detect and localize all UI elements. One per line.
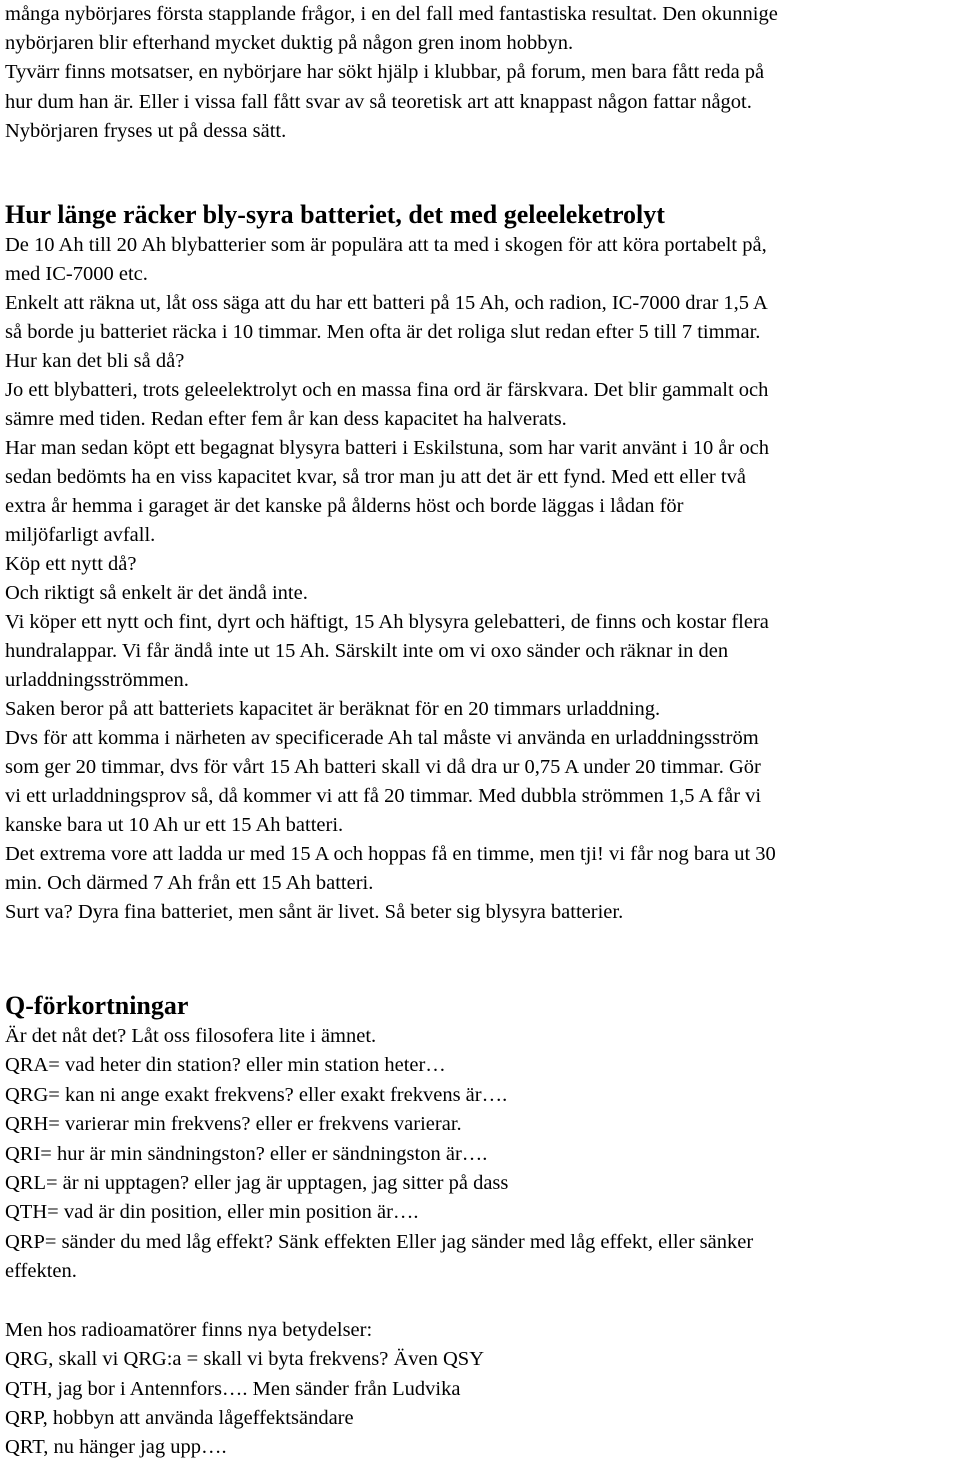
text-line: min. Och därmed 7 Ah från ett 15 Ah batteri. [5,872,374,894]
text-line: Vi köper ett nytt och fint, dyrt och häftigt, 15 Ah blysyra gelebatteri, de finns och kostar flera [5,611,769,633]
new-meaning-line: QRP, hobbyn att använda lågeffektsändare [5,1407,354,1430]
q-codes-section [5,990,957,1463]
new-meanings-intro: Men hos radioamatörer finns nya betydelser: [5,1318,373,1341]
text-line: sedan bedömts ha en viss kapacitet kvar, så tror man ju att det är ett fynd. Med ett eller två [5,466,746,488]
text-line: extra år hemma i garaget är det kanske på ålderns höst och borde läggas i lådan för [5,495,684,517]
text-line: många nybörjares första stapplande frågor, i en del fall med fantastiska resultat. Den okunnige [5,3,778,25]
text-line: Tyvärr finns motsatser, en nybörjare har sökt hjälp i klubbar, på forum, men bara fått reda på [5,61,765,84]
q-code-line: QTH= vad är din position, eller min position är…. [5,1201,419,1224]
q-code-line: QRH= varierar min frekvens? eller er frekvens varierar. [5,1113,462,1136]
text-line: Surt va? Dyra fina batteriet, men sånt är livet. Så beter sig blysyra batterier. [5,901,624,923]
new-meaning-line: QRT, nu hänger jag upp…. [5,1436,227,1459]
text-line: nybörjaren blir efterhand mycket duktig på någon gren inom hobbyn. [5,32,574,55]
text-line: Enkelt att räkna ut, låt oss säga att du har ett batteri på 15 Ah, och radion, IC-7000 drar 1,5 A [5,292,768,314]
text-line: Nybörjaren fryses ut på dessa sätt. [5,119,287,142]
text-line: kanske bara ut 10 Ah ur ett 15 Ah batteri. [5,814,344,836]
battery-heading: Hur länge räcker bly-syra batteriet, det med geleeleketrolyt [5,200,665,229]
paragraph-gap [5,1287,957,1316]
q-code-line: QRP= sänder du med låg effekt? Sänk effekten Eller jag sänder med låg effekt, eller sänker [5,1230,754,1253]
text-line: Hur kan det bli så då? [5,350,185,372]
text-line: vi ett urladdningsprov så, då kommer vi att få 20 timmar. Med dubbla strömmen 1,5 A får vi [5,785,762,807]
intro-section [5,0,957,146]
text-line: Jo ett blybatteri, trots geleelektrolyt och en massa fina ord är färskvara. Det blir gammalt och [5,379,769,401]
text-line: som ger 20 timmar, dvs för vårt 15 Ah batteri skall vi då dra ur 0,75 A under 20 timmar. Gör [5,756,761,778]
q-code-line: QRL= är ni upptagen? eller jag är upptagen, jag sitter på dass [5,1171,509,1194]
text-line: Har man sedan köpt ett begagnat blysyra batteri i Eskilstuna, som har varit använt i 10 år och [5,437,769,459]
text-line: De 10 Ah till 20 Ah blybatterier som är populära att ta med i skogen för att köra portabelt på, [5,234,767,256]
text-line: hur dum han är. Eller i vissa fall fått svar av så teoretisk art att knappast någon fattar något. [5,90,752,113]
text-line: Det extrema vore att ladda ur med 15 A och hoppas få en timme, men tji! vi får nog bara ut 30 [5,843,776,865]
text-line: med IC-7000 etc. [5,263,148,285]
q-code-line: QRI= hur är min sändningston? eller er sändningston är…. [5,1142,488,1165]
q-codes-heading: Q-förkortningar [5,991,189,1020]
q-code-line: QRG= kan ni ange exakt frekvens? eller exakt frekvens är…. [5,1083,508,1106]
text-line: så borde ju batteriet räcka i 10 timmar. Men ofta är det roliga slut redan efter 5 till 7 timmar. [5,321,761,343]
battery-section [5,199,957,927]
text-line: effekten. [5,1260,77,1283]
text-line: Är det nåt det? Låt oss filosofera lite i ämnet. [5,1025,377,1047]
new-meaning-line: QTH, jag bor i Antennfors…. Men sänder från Ludvika [5,1377,461,1400]
q-code-line: QRA= vad heter din station? eller min station heter… [5,1054,446,1077]
text-line: Och riktigt så enkelt är det ändå inte. [5,582,308,604]
text-line: hundralappar. Vi får ändå inte ut 15 Ah. Särskilt inte om vi oxo sänder och räknar in den [5,640,729,662]
text-line: Köp ett nytt då? [5,553,137,575]
text-line: Saken beror på att batteriets kapacitet är beräknat för en 20 timmars urladdning. [5,698,661,720]
text-line: urladdningsströmmen. [5,669,189,691]
new-meaning-line: QRG, skall vi QRG:a = skall vi byta frekvens? Även QSY [5,1348,485,1371]
text-line: Dvs för att komma i närheten av specificerade Ah tal måste vi använda en urladdningsström [5,727,759,749]
text-line: sämre med tiden. Redan efter fem år kan dess kapacitet ha halverats. [5,408,567,430]
text-line: miljöfarligt avfall. [5,524,156,546]
